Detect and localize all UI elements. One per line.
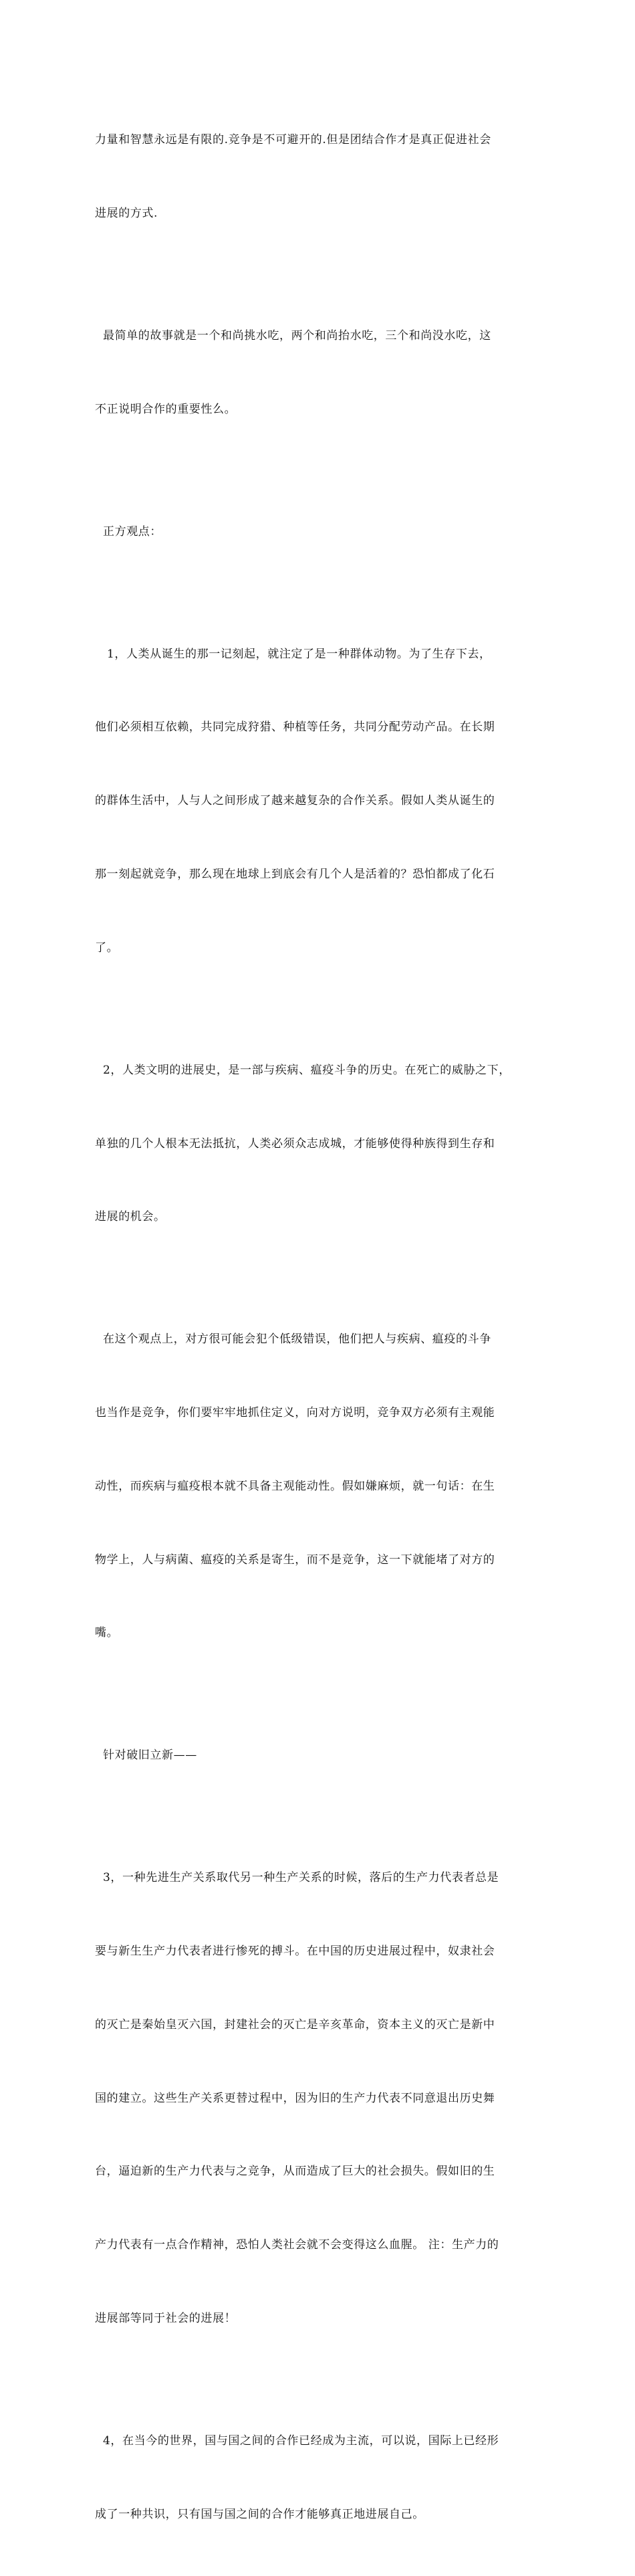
text-line: 不正说明合作的重要性么。 [95,402,237,416]
text-line: 进展的机会。 [95,1210,166,1224]
text-line: 在这个观点上，对方很可能会犯个低级错误，他们把人与疾病、瘟疫的斗争 [95,1332,491,1347]
text-line: 了。 [95,940,119,955]
text-line: 成了一种共识，只有国与国之间的合作才能够真正地进展自己。 [95,2507,424,2521]
text-line: 3，一种先进生产关系取代另一种生产关系的时候，落后的生产力代表者总是 [95,1871,499,1885]
text-line: 要与新生生产力代表者进行惨死的搏斗。在中国的历史进展过程中，奴隶社会 [95,1945,495,1959]
text-line: 进展的方式. [95,206,158,220]
text-line: 1，人类从诞生的那一记刻起，就注定了是一种群体动物。为了生存下去， [95,647,491,661]
paragraph-9 [95,2380,549,2576]
text-line: 他们必须相互依赖，共同完成狩猎、种植等任务，共同分配劳动产品。在长期 [95,720,495,734]
paragraph-1 [95,79,549,275]
text-line: 的灭亡是秦始皇灭六国，封建社会的灭亡是辛亥革命，资本主义的灭亡是新中 [95,2017,495,2032]
text-line: 动性，而疾病与瘟疫根本就不具备主观能动性。假如嫌麻烦，就一句话：在生 [95,1479,495,1493]
text-line: 针对破旧立新—— [95,1749,197,1763]
text-line: 也当作是竞争，你们要牢牢地抓住定义，向对方说明，竞争双方必须有主观能 [95,1406,495,1420]
paragraph-4 [95,593,549,1009]
paragraph-2 [95,275,549,471]
paragraph-8 [95,1817,549,2380]
text-line: 4，在当今的世界，国与国之间的合作已经成为主流，可以说，国际上已经形 [95,2434,499,2448]
paragraph-3 [95,471,549,593]
text-line: 物学上，人与病菌、瘟疫的关系是寄生，而不是竞争，这一下就能堵了对方的 [95,1553,495,1567]
text-line: 正方观点： [95,524,162,538]
text-line: 台，逼迫新的生产力代表与之竞争，从而造成了巨大的社会损失。假如旧的生 [95,2165,495,2179]
paragraph-6 [95,1278,549,1694]
text-line: 嘴。 [95,1626,119,1640]
text-line: 2，人类文明的进展史，是一部与疾病、瘟疫斗争的历史。在死亡的威胁之下， [95,1063,511,1077]
text-line: 进展部等同于社会的进展！ [95,2312,237,2326]
paragraph-7 [95,1694,549,1817]
text-line: 单独的几个人根本无法抵抗，人类必须众志成城，才能够使得种族得到生存和 [95,1136,495,1151]
text-line: 力量和智慧永远是有限的.竞争是不可避开的.但是团结合作才是真正促进社会 [95,133,491,147]
text-line: 的群体生活中，人与人之间形成了越来越复杂的合作关系。假如人类从诞生的 [95,794,495,808]
document-body [95,79,549,2576]
text-line: 产力代表有一点合作精神，恐怕人类社会就不会变得这么血腥。 注：生产力的 [95,2238,499,2252]
paragraph-5 [95,1009,549,1279]
text-line: 国的建立。这些生产关系更替过程中，因为旧的生产力代表不同意退出历史舞 [95,2091,495,2105]
text-line: 那一刻起就竞争，那么现在地球上到底会有几个人是活着的？恐怕都成了化石 [95,868,495,881]
text-line: 最简单的故事就是一个和尚挑水吃，两个和尚抬水吃，三个和尚没水吃，这 [95,328,491,342]
